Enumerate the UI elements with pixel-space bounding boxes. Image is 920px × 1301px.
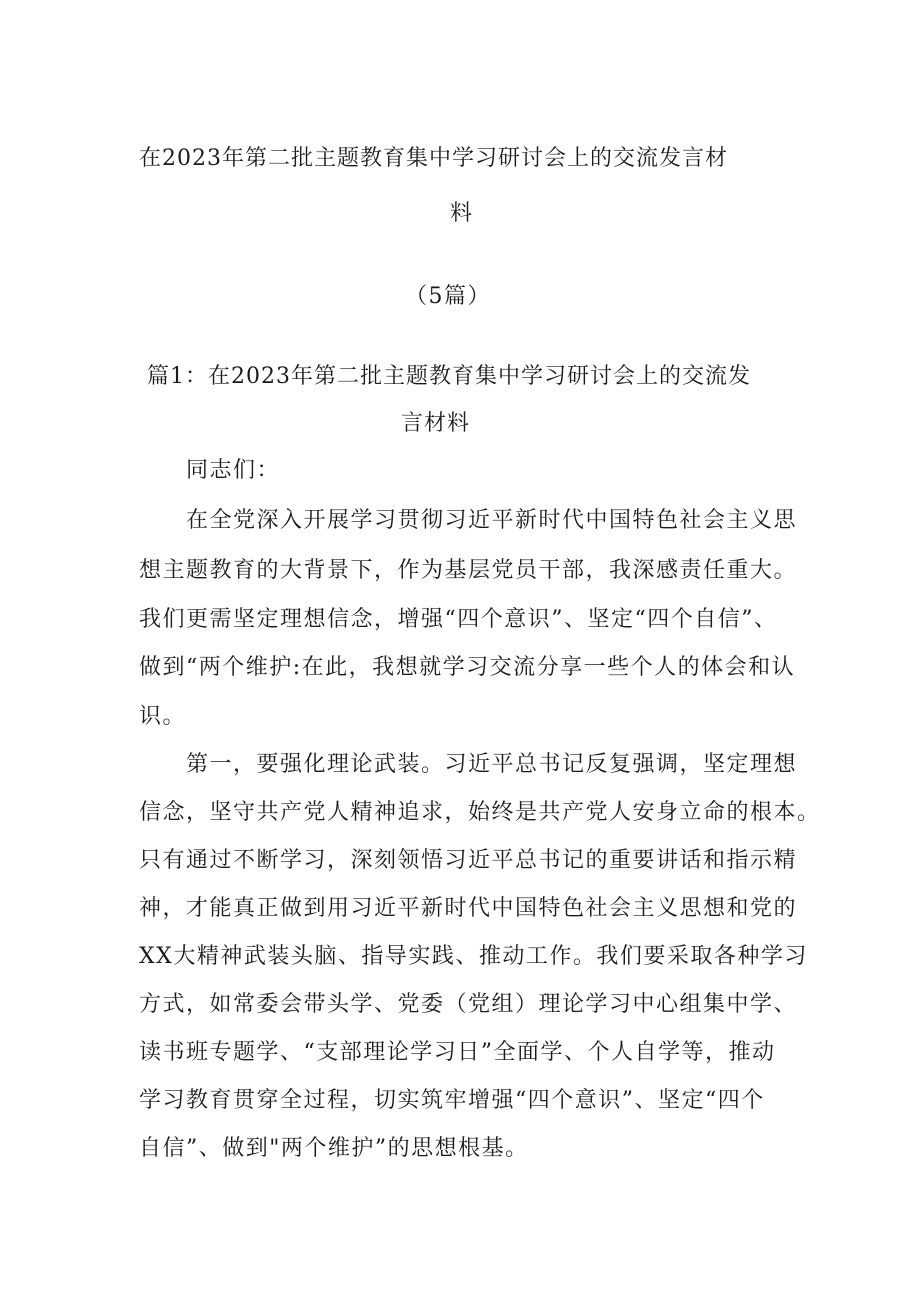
paragraph-line: 识。 — [139, 704, 187, 729]
document-title-line-1: 在2023年第二批主题教育集中学习研讨会上的交流发言材 — [139, 146, 728, 171]
paragraph-line: 我们更需坚定理想信念，增强“四个意识”、坚定“四个自信”、 — [139, 607, 778, 632]
paragraph-line: 神，才能真正做到用习近平新时代中国特色社会主义思想和党的 — [139, 896, 798, 921]
paragraph-line: 只有通过不断学习，深刻领悟习近平总书记的重要讲话和指示精 — [139, 848, 798, 873]
paragraph-line: 在全党深入开展学习贯彻习近平新时代中国特色社会主义思 — [186, 508, 798, 533]
paragraph-line: 学习教育贯穿全过程，切实筑牢增强“四个意识”、坚定“四个 — [139, 1088, 765, 1113]
paragraph-line: 做到“两个维护:在此，我想就学习交流分享一些个人的体会和认 — [139, 655, 796, 680]
paragraph-line: 方式，如常委会带头学、党委（党组）理论学习中心组集中学、 — [139, 992, 798, 1017]
paragraph-line: XX大精神武装头脑、指导实践、推动工作。我们要采取各种学习 — [139, 944, 808, 969]
paragraph-line: 想主题教育的大背景下，作为基层党员干部，我深感责任重大。 — [139, 558, 798, 583]
document-count: （5篇） — [405, 284, 491, 309]
paragraph-line: 读书班专题学、“支部理论学习日”全面学、个人自学等，推动 — [139, 1040, 776, 1065]
section-heading-line-1: 篇1：在2023年第二批主题教育集中学习研讨会上的交流发 — [147, 364, 751, 389]
salutation: 同志们： — [186, 458, 281, 483]
document-title-line-2: 料 — [450, 201, 474, 226]
paragraph-line: 信念，坚守共产党人精神追求，始终是共产党人安身立命的根本。 — [139, 800, 821, 825]
paragraph-line: 第一，要强化理论武装。习近平总书记反复强调，坚定理想 — [186, 752, 798, 777]
section-heading-line-2: 言材料 — [401, 411, 471, 436]
paragraph-line: 自信”、做到"两个维护”的思想根基。 — [139, 1136, 529, 1161]
